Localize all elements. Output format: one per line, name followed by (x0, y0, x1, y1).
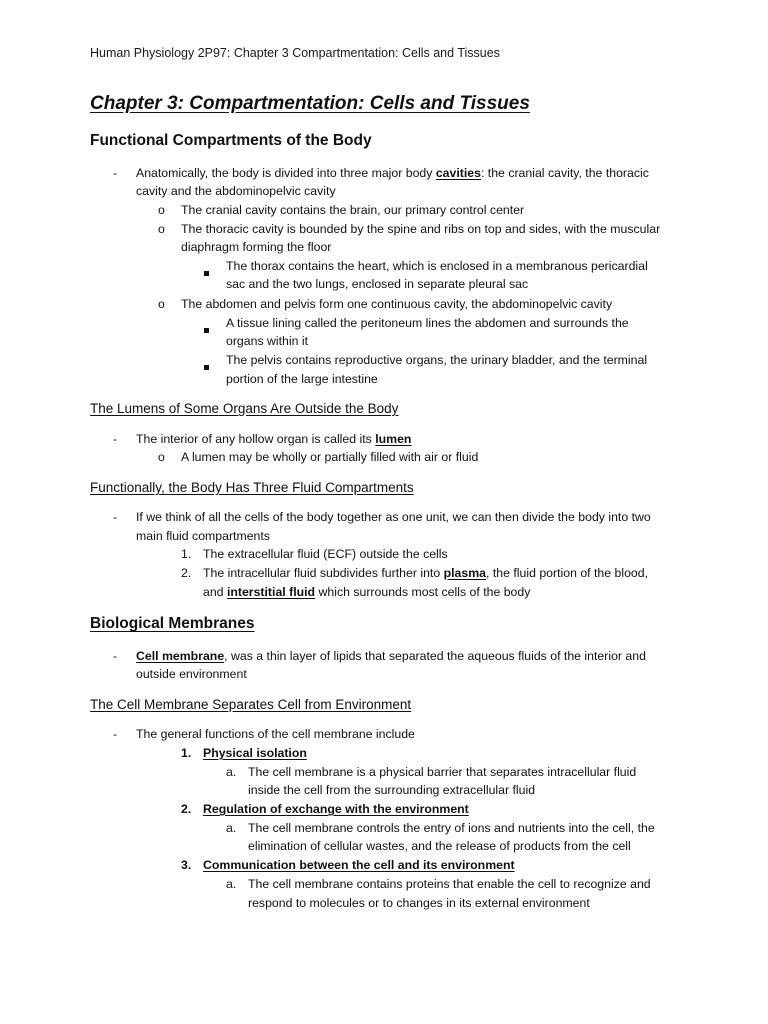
paragraph-line: The cell membrane is a physical barrier that separates intracellular fluid (248, 765, 637, 779)
dash-bullet: - (113, 649, 118, 663)
paragraph-line: elimination of cellular wastes, and the release of products from the cell (248, 839, 631, 853)
text-fragment: , the fluid portion of the blood, (486, 566, 649, 580)
text-fragment: and (203, 585, 227, 599)
paragraph-line: main fluid compartments (136, 529, 270, 543)
term-lumen: lumen (375, 432, 412, 446)
text-fragment: The interior of any hollow organ is called its (136, 432, 376, 446)
paragraph-line: If we think of all the cells of the body together as one unit, we can then divide the body into two (136, 510, 651, 524)
square-bullet (204, 357, 209, 375)
paragraph-line: The thoracic cavity is bounded by the spine and ribs on top and sides, with the muscular (181, 222, 661, 236)
paragraph-line: cavity and the abdominopelvic cavity (136, 184, 336, 198)
text-fragment: : the cranial cavity, the thoracic (480, 166, 649, 180)
dash-bullet: - (113, 432, 118, 446)
list-letter: a. (226, 821, 237, 835)
paragraph-line: The cell membrane contains proteins that enable the cell to recognize and (248, 877, 651, 891)
function-title-communication: Communication between the cell and its environment (203, 858, 515, 872)
term-interstitial-fluid: interstitial fluid (226, 585, 316, 599)
paragraph-line: The pelvis contains reproductive organs, the urinary bladder, and the terminal (226, 353, 648, 367)
section-heading-lumens: The Lumens of Some Organs Are Outside the Body (90, 401, 399, 416)
paragraph-line (136, 166, 649, 180)
list-number: 2. (181, 566, 192, 580)
paragraph-line: portion of the large intestine (226, 372, 378, 386)
paragraph-line: organs within it (226, 334, 309, 348)
section-heading-fluid-compartments: Functionally, the Body Has Three Fluid Compartments (90, 480, 414, 495)
paragraph-line (203, 585, 530, 599)
section-heading-biological-membranes: Biological Membranes (90, 615, 255, 632)
paragraph-line (203, 566, 648, 580)
paragraph-line: A tissue lining called the peritoneum lines the abdomen and surrounds the (226, 316, 629, 330)
paragraph-line: The cell membrane controls the entry of ions and nutrients into the cell, the (248, 821, 655, 835)
list-number: 1. (181, 746, 192, 760)
paragraph-line: The extracellular fluid (ECF) outside the cells (203, 547, 448, 561)
circle-bullet: o (158, 222, 165, 236)
paragraph-line: respond to molecules or to changes in its external environment (248, 896, 590, 910)
term-cavities: cavities (435, 166, 481, 180)
function-title-physical-isolation: Physical isolation (203, 746, 307, 760)
paragraph-line: outside environment (136, 667, 247, 681)
paragraph-line: The thorax contains the heart, which is enclosed in a membranous pericardial (226, 259, 648, 273)
paragraph-line: diaphragm forming the floor (181, 240, 332, 254)
text-fragment: which surrounds most cells of the body (315, 585, 531, 599)
circle-bullet: o (158, 450, 165, 464)
text-fragment: Anatomically, the body is divided into three major body (136, 166, 436, 180)
term-cell-membrane: Cell membrane (136, 649, 225, 663)
paragraph-line: The cranial cavity contains the brain, our primary control center (181, 203, 525, 217)
function-title-regulation: Regulation of exchange with the environment (203, 802, 469, 816)
term-plasma: plasma (443, 566, 486, 580)
text-fragment: , was a thin layer of lipids that separated the aqueous fluids of the interior and (224, 649, 646, 663)
list-letter: a. (226, 877, 237, 891)
dash-bullet: - (113, 166, 118, 180)
list-number: 2. (181, 802, 192, 816)
paragraph-line (136, 649, 646, 663)
square-bullet (204, 320, 209, 338)
square-bullet (204, 263, 209, 281)
chapter-title: Chapter 3: Compartmentation: Cells and Tissues (90, 93, 530, 114)
text-fragment: The intracellular fluid subdivides further into (203, 566, 444, 580)
circle-bullet: o (158, 203, 165, 217)
list-number: 1. (181, 547, 192, 561)
paragraph-line (136, 432, 411, 446)
paragraph-line: sac and the two lungs, enclosed in separate pleural sac (226, 277, 529, 291)
list-letter: a. (226, 765, 237, 779)
section-heading-functional-compartments: Functional Compartments of the Body (90, 132, 372, 149)
running-header: Human Physiology 2P97: Chapter 3 Compartmentation: Cells and Tissues (90, 46, 500, 60)
circle-bullet: o (158, 297, 165, 311)
paragraph-line: The general functions of the cell membrane include (136, 727, 415, 741)
section-heading-cell-membrane-separates: The Cell Membrane Separates Cell from Environment (90, 697, 412, 712)
paragraph-line: The abdomen and pelvis form one continuous cavity, the abdominopelvic cavity (181, 297, 613, 311)
paragraph-line: inside the cell from the surrounding extracellular fluid (248, 783, 536, 797)
dash-bullet: - (113, 727, 118, 741)
dash-bullet: - (113, 510, 118, 524)
list-number: 3. (181, 858, 192, 872)
paragraph-line: A lumen may be wholly or partially filled with air or fluid (181, 450, 479, 464)
